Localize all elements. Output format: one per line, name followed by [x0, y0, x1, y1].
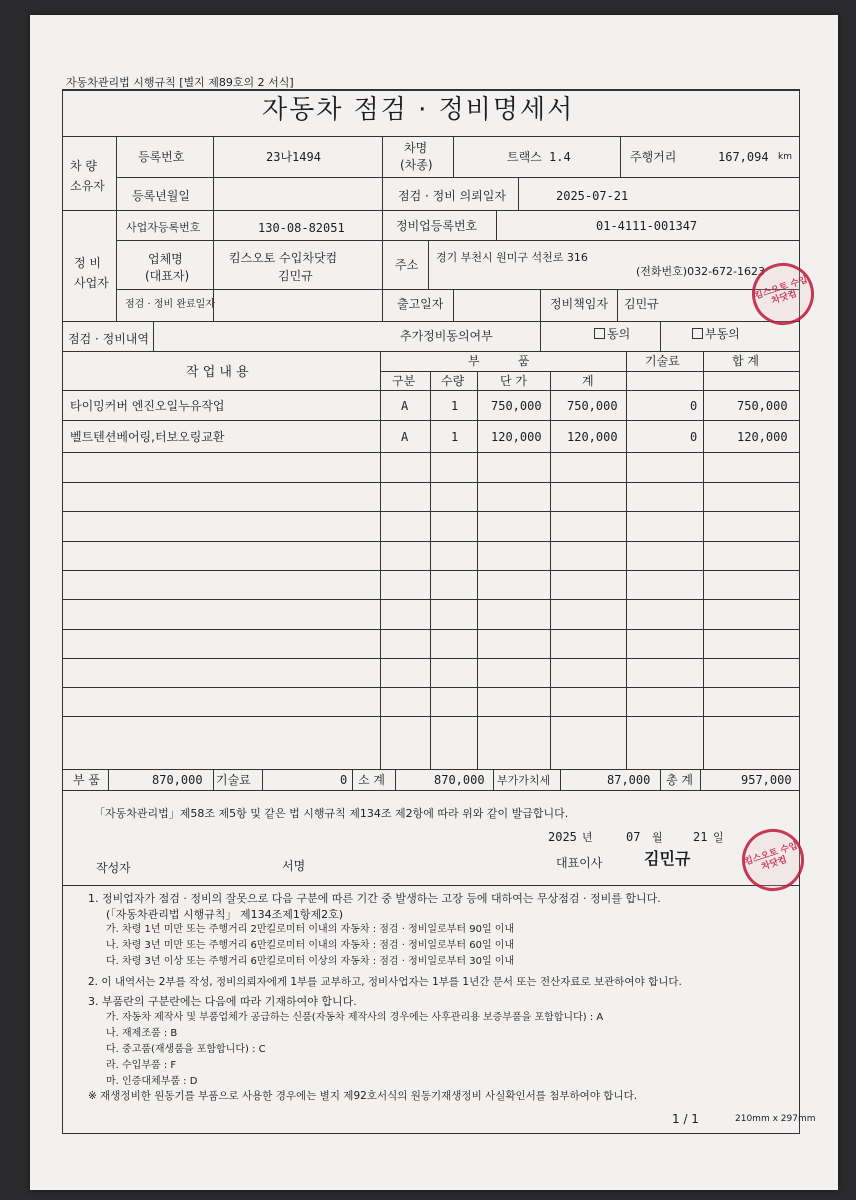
model-value: 트랙스 1.4: [507, 150, 571, 164]
mileage-value: 167,094: [718, 150, 769, 164]
note-3-c: 다. 중고품(재생품을 포함합니다) : C: [106, 1044, 266, 1055]
work-row-2-price: 120,000: [491, 430, 542, 444]
table-border-left: [62, 89, 63, 886]
totals-tech-label: 기술료: [216, 773, 251, 787]
release-date-label: 출고일자: [397, 297, 444, 311]
note-2: 2. 이 내역서는 2부를 작성, 정비의뢰자에게 1부를 교부하고, 정비사업자는 1부를 1년간 문서 또는 전산자료로 보관하여야 합니다.: [88, 976, 682, 988]
disagree-checkbox[interactable]: 부동의: [692, 328, 740, 340]
note-3-e: 마. 인증대체부품 : D: [106, 1076, 198, 1087]
reg-date-label: 등록년월일: [132, 189, 190, 203]
subheader-price: 단 가: [500, 374, 527, 388]
agree-box-icon: [594, 328, 605, 339]
mileage-unit: km: [778, 152, 792, 162]
issue-year: 2025: [548, 830, 577, 844]
model-label-2: (차종): [400, 158, 433, 172]
shop-reg-label: 정비업등록번호: [396, 219, 478, 233]
shop-section-label-2: 사업자: [74, 276, 109, 290]
sign-label: 서명: [282, 859, 306, 873]
issue-year-unit: 년: [582, 831, 593, 844]
mileage-label: 주행거리: [630, 150, 677, 164]
work-row-1-total: 750,000: [737, 399, 788, 413]
note-1: 1. 정비업자가 점검 · 정비의 잘못으로 다음 구분에 따른 기간 중 발생하는 고장 등에 대하여는 무상점검 · 정비를 합니다.: [88, 892, 661, 905]
work-row-1-tech: 0: [690, 399, 698, 413]
work-row-1-type: A: [401, 399, 409, 413]
complete-date-label: 점검 · 정비 완료일자: [125, 299, 215, 310]
manager-value: 김민규: [624, 297, 659, 311]
table-border-top: [62, 89, 800, 91]
writer-label: 작성자: [96, 861, 131, 875]
totals-subtotal-label: 소 계: [358, 773, 385, 787]
issue-statement: 「자동차관리법」제58조 제5항 및 같은 법 시행규칙 제134조 제2항에 따라 위와 같이 발급합니다.: [94, 807, 569, 820]
totals-total-label: 총 계: [666, 773, 693, 787]
issue-day: 21: [693, 830, 708, 844]
work-row-2-type: A: [401, 430, 409, 444]
totals-tech-value: 0: [340, 773, 348, 787]
reg-no-value: 23나1494: [266, 150, 321, 164]
header-tech: 기술료: [645, 354, 680, 368]
work-row-2-desc: 벨트텐션베어링,터보오링교환: [70, 430, 225, 444]
note-3-b: 나. 재제조품 : B: [106, 1028, 178, 1039]
form-label: 자동차관리법 시행규칙 [별지 제89호의 2 서식]: [66, 76, 294, 89]
consent-label: 추가정비동의여부: [400, 329, 493, 343]
paper-size: 210mm x 297mm: [735, 1114, 816, 1124]
note-3-a: 가. 자동차 제작사 및 부품업체가 공급하는 신품(자동차 제작사의 경우에는 사후관리용 보증부품을 포함합니다) : A: [106, 1012, 604, 1023]
biz-no-label: 사업자등록번호: [126, 221, 201, 234]
subheader-sum: 계: [582, 374, 594, 388]
note-remark: ※ 재생정비한 원동기를 부품으로 사용한 경우에는 별지 제92호서식의 원동기재생정비 사실확인서를 첨부하여야 합니다.: [88, 1090, 638, 1102]
work-row-1-qty: 1: [451, 399, 459, 413]
reg-no-label: 등록번호: [138, 150, 185, 164]
header-total: 합 계: [732, 354, 759, 368]
note-3-d: 라. 수입부품 : F: [106, 1060, 177, 1071]
request-date-value: 2025-07-21: [556, 189, 629, 203]
biz-no-value: 130-08-82051: [258, 221, 345, 235]
totals-parts-label: 부 품: [73, 773, 100, 787]
manager-label: 정비책임자: [550, 297, 608, 311]
model-label-1: 차명: [404, 141, 428, 155]
note-1-ref: (「자동차관리법 시행규칙」 제134조제1항제2호): [106, 908, 344, 921]
note-1-b: 나. 차령 3년 미만 또는 주행거리 6만킬로미터 이내의 자동차 : 점검 · 정비일로부터 60일 이내: [106, 940, 515, 951]
totals-vat-label: 부가가치세: [497, 774, 551, 787]
shop-name-value: 킴스오토 수입차닷컴: [229, 251, 338, 265]
owner-section-label-1: 차 량: [70, 159, 97, 173]
shop-name-label-2: (대표자): [145, 269, 190, 283]
table-border-right: [799, 89, 800, 886]
issue-month: 07: [626, 830, 641, 844]
note-3: 3. 부품란의 구분란에는 다음에 따라 기재하여야 합니다.: [88, 995, 357, 1008]
page-title: 자동차 점검 · 정비명세서: [262, 95, 575, 125]
address-label: 주소: [395, 258, 419, 272]
ceo-label: 대표이사: [556, 856, 603, 870]
subheader-type: 구분: [392, 374, 416, 388]
note-1-c: 다. 차령 3년 이상 또는 주행거리 6만킬로미터 이상의 자동차 : 점검 · 정비일로부터 30일 이내: [106, 956, 515, 967]
totals-parts-value: 870,000: [152, 773, 203, 787]
totals-vat-value: 87,000: [607, 773, 651, 787]
phone-value: (전화번호)032-672-1623: [636, 265, 766, 278]
shop-owner-value: 김민규: [278, 269, 313, 283]
work-row-2-total: 120,000: [737, 430, 788, 444]
shop-name-label-1: 업체명: [148, 252, 183, 266]
address-value: 경기 부천시 원미구 석천로 316: [436, 251, 588, 264]
header-parts: 부 품: [468, 354, 530, 368]
disagree-box-icon: [692, 328, 703, 339]
shop-section-label-1: 정 비: [74, 256, 101, 270]
work-row-1-sum: 750,000: [567, 399, 618, 413]
issue-day-unit: 일: [713, 831, 724, 844]
issue-month-unit: 월: [652, 831, 663, 844]
work-row-2-tech: 0: [690, 430, 698, 444]
agree-checkbox[interactable]: 동의: [594, 328, 630, 340]
work-row-2-sum: 120,000: [567, 430, 618, 444]
work-row-1-price: 750,000: [491, 399, 542, 413]
company-seal-stamp: 킴스오토 수입차닷컴: [744, 255, 822, 333]
page-number: 1 / 1: [672, 1112, 699, 1126]
subheader-qty: 수량: [441, 374, 465, 388]
work-row-1-desc: 타이밍커버 엔진오일누유작업: [70, 399, 225, 413]
note-1-a: 가. 차령 1년 미만 또는 주행거리 2만킬로미터 이내의 자동차 : 점검 · 정비일로부터 90일 이내: [106, 924, 515, 935]
owner-section-label-2: 소유자: [70, 179, 105, 193]
shop-reg-value: 01-4111-001347: [596, 219, 698, 233]
details-label: 점검 · 정비내역: [68, 332, 149, 346]
ceo-seal-stamp: 킴스오토 수입차닷컴: [734, 821, 812, 899]
totals-subtotal-value: 870,000: [434, 773, 485, 787]
header-work: 작 업 내 용: [186, 365, 249, 380]
request-date-label: 점검 · 정비 의뢰일자: [398, 189, 506, 203]
ceo-signature: 김민규: [644, 849, 691, 868]
totals-total-value: 957,000: [741, 773, 792, 787]
work-row-2-qty: 1: [451, 430, 459, 444]
